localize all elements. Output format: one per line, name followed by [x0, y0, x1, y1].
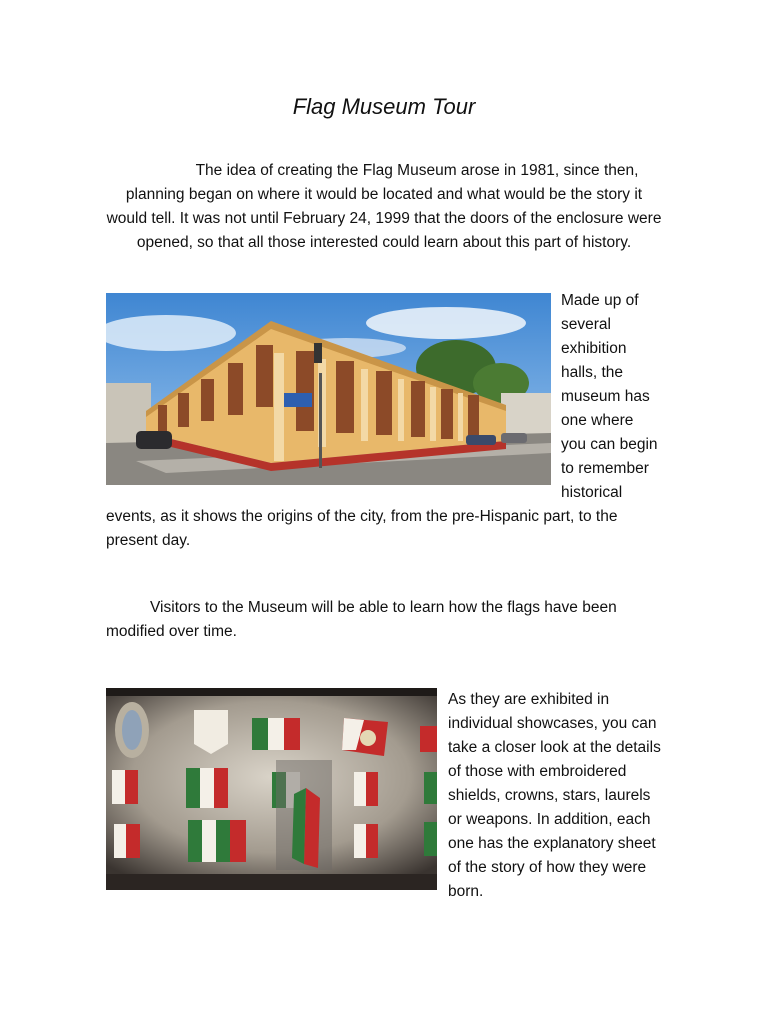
intro-paragraph: [106, 159, 662, 255]
showcases-paragraph: As they are exhibited in individual showcases, you can take a closer look at the details of those with embroidered shields, crowns, stars, laurels or weapons. In addition, each one has the explanatory sheet of the story of how they were born.: [448, 691, 661, 900]
exhibition-halls-text: Made up of several exhibition halls, the museum has one where you can begin to remember historical events, as it shows the origins of the city, from the pre-Hispanic part, to the present day.: [106, 292, 658, 549]
exhibition-halls-section: [106, 289, 662, 553]
flag-gallery-photo: [106, 688, 437, 890]
page-title: Flag Museum Tour: [292, 94, 476, 119]
visitors-paragraph: [106, 596, 662, 644]
visitors-paragraph-text: Visitors to the Museum will be able to learn how the flags have been modified over time.: [106, 599, 617, 640]
intro-paragraph-text: The idea of creating the Flag Museum arose in 1981, since then, planning began on where it would be located and what would be the story it would tell. It was not until February 24, 1999 that the doors of the enclosure were opened, so that all those interested could learn about this part of history.: [106, 162, 662, 251]
museum-building-photo: [106, 293, 551, 485]
